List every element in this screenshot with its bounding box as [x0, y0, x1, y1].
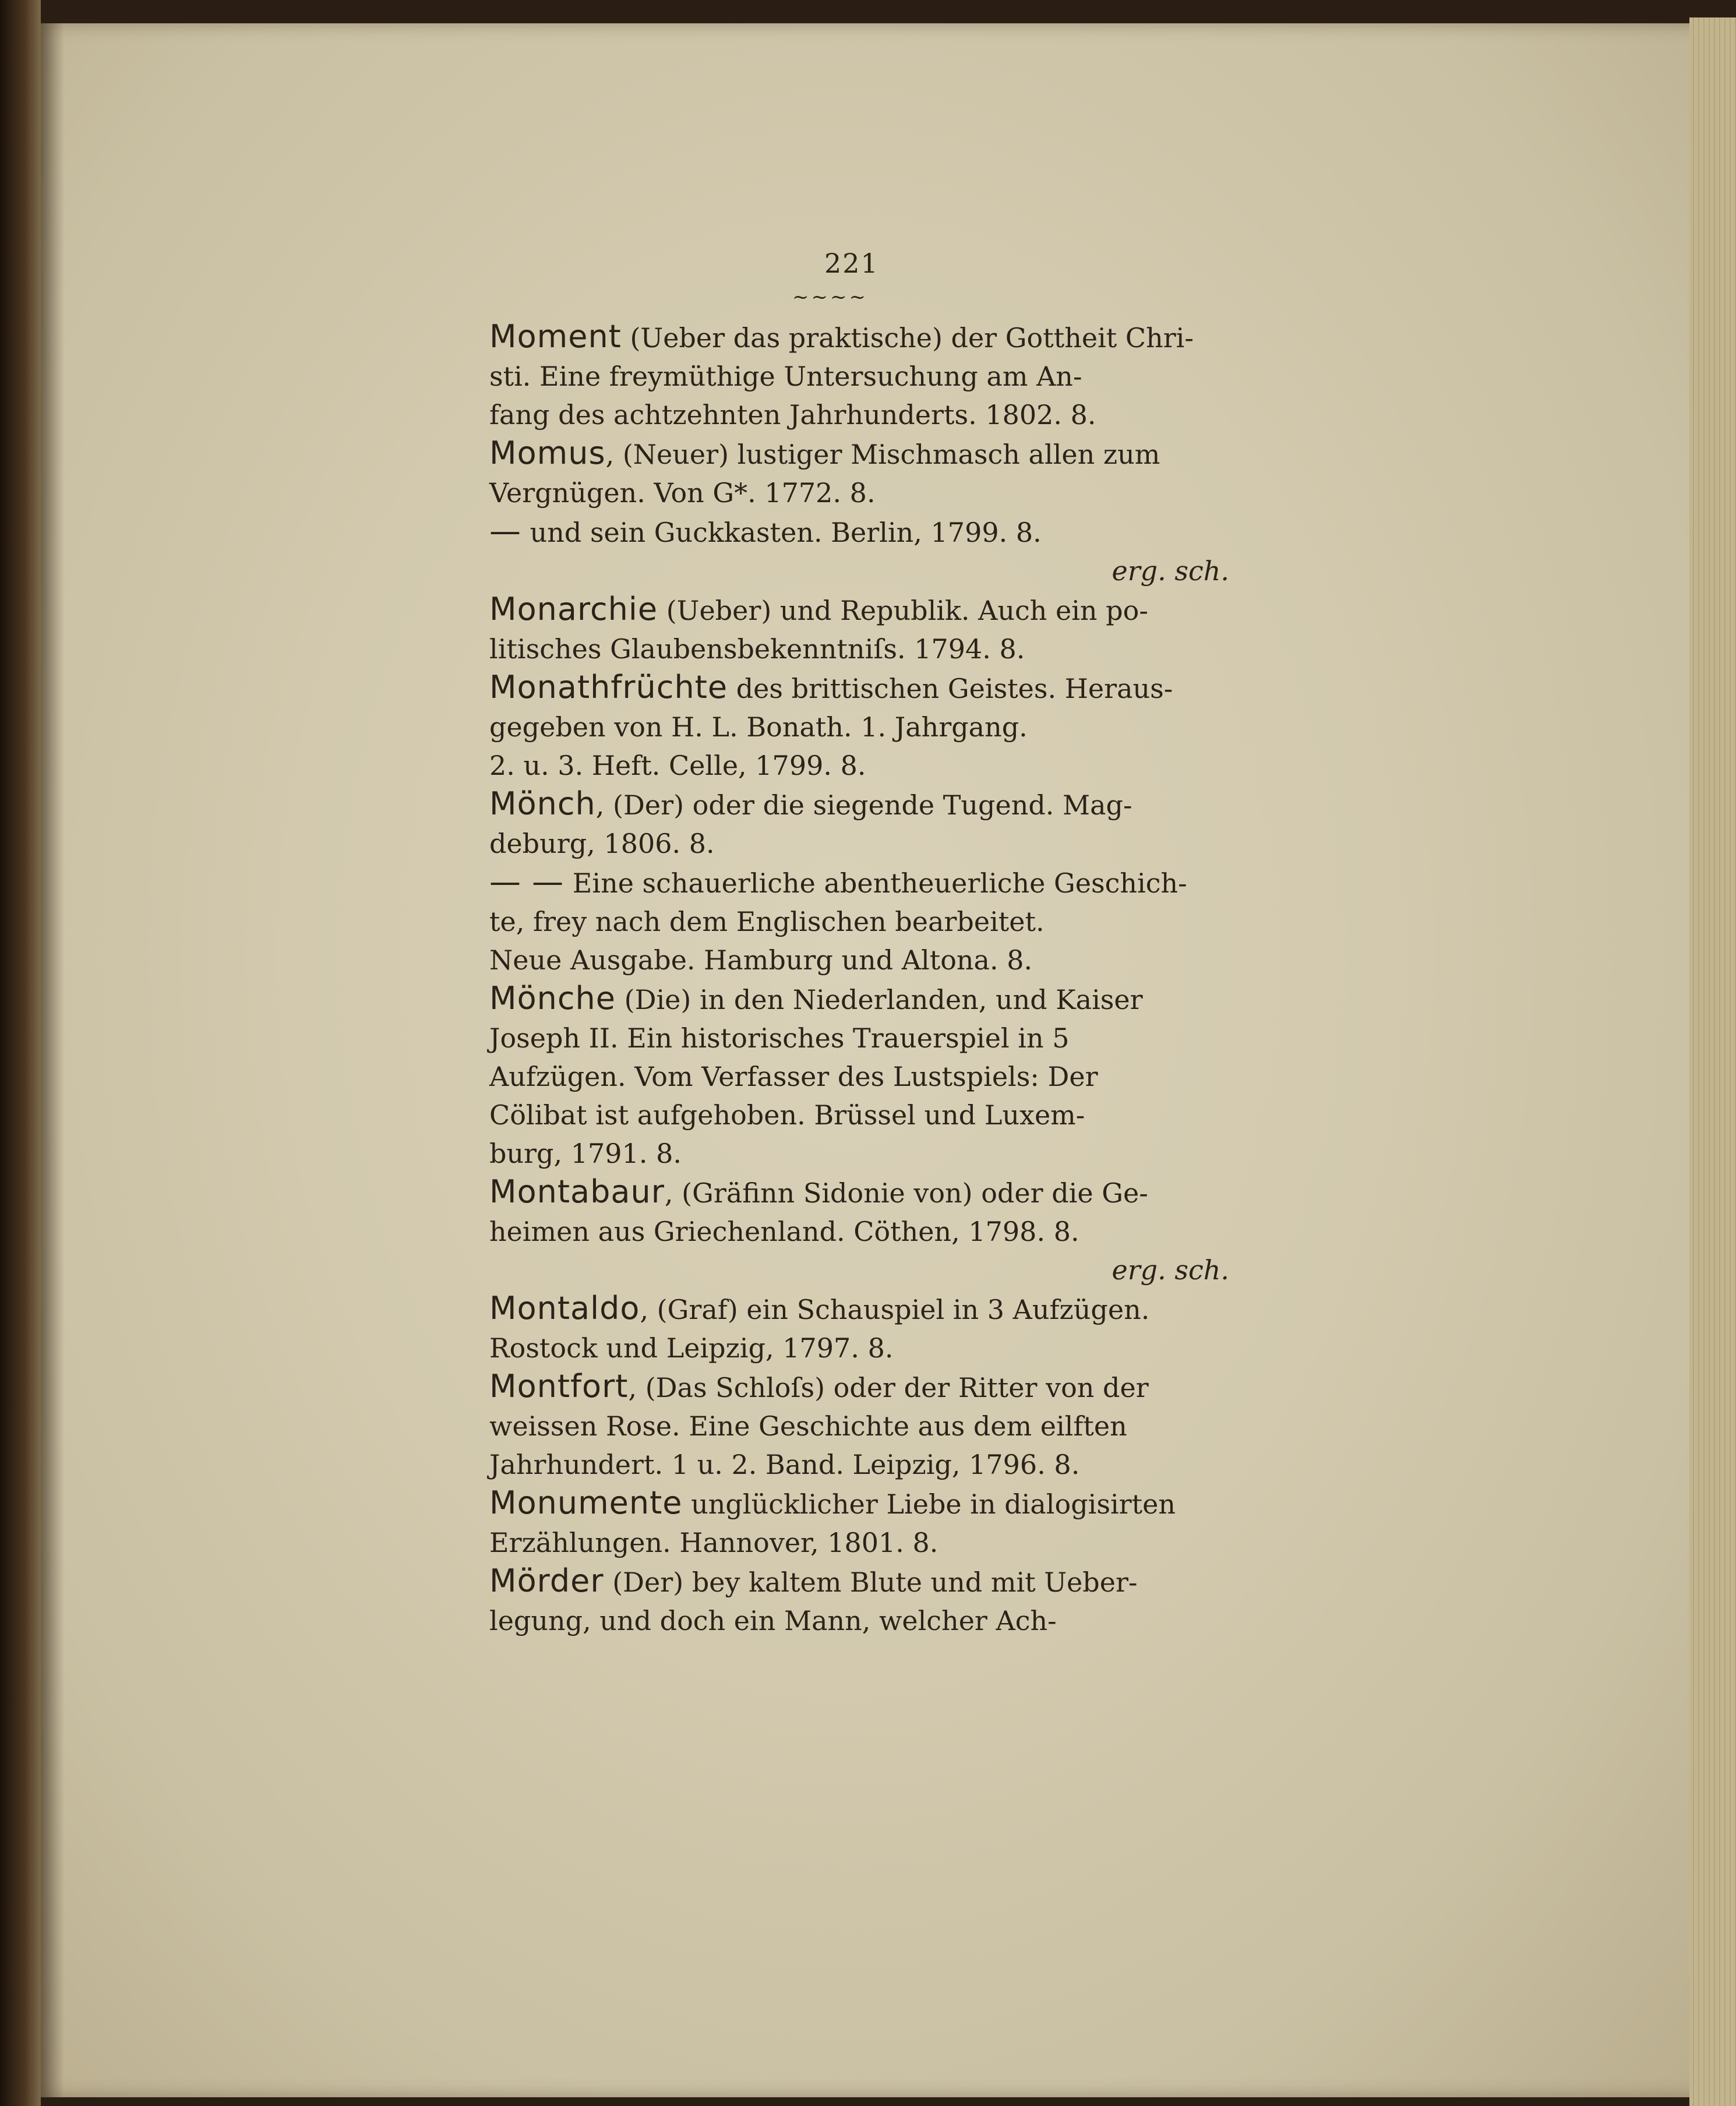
page-number: 221 — [824, 248, 879, 279]
entry-text: , (Gräfinn Sidonie von) oder die Ge- — [664, 1177, 1148, 1209]
entry-line — [489, 708, 1241, 746]
entry-line — [489, 512, 1241, 552]
entry-text: gegeben von H. L. Bonath. 1. Jahrgang. — [489, 711, 1028, 743]
entry-text: weissen Rose. Eine Geschichte aus dem eilften — [489, 1410, 1127, 1442]
entry-line — [489, 1445, 1241, 1484]
entry-line — [489, 1484, 1241, 1523]
entry-text: Vergnügen. Von G*. 1772. 8. — [489, 477, 876, 509]
entry-line — [489, 1057, 1241, 1096]
entry-text: legung, und doch ein Mann, welcher Ach- — [489, 1605, 1057, 1636]
catalog-entry — [489, 1562, 1241, 1640]
catalog-entry — [489, 318, 1241, 434]
entry-line — [489, 824, 1241, 863]
entry-text: heimen aus Griechenland. Cöthen, 1798. 8. — [489, 1216, 1079, 1247]
entry-text: litisches Glaubensbekenntniſs. 1794. 8. — [489, 633, 1025, 665]
entry-text: des brittischen Geistes. Heraus- — [728, 673, 1173, 704]
entry-line — [489, 1367, 1241, 1407]
entry-line — [489, 1329, 1241, 1367]
entry-line — [489, 1601, 1241, 1640]
entry-text: sti. Eine freymüthige Untersuchung am An- — [489, 361, 1082, 392]
entry-line — [489, 396, 1241, 434]
entry-line — [489, 1562, 1241, 1601]
entry-text: Jahrhundert. 1 u. 2. Band. Leipzig, 1796. 8. — [489, 1449, 1080, 1480]
entry-line — [489, 590, 1241, 630]
entry-line — [489, 746, 1241, 785]
entry-line — [489, 357, 1241, 396]
catalog-entry — [489, 590, 1241, 668]
entry-line — [489, 979, 1241, 1019]
entry-keyword: Monumente — [489, 1484, 683, 1521]
entry-text: te, frey nach dem Englischen bearbeitet. — [489, 906, 1045, 937]
entry-line — [489, 630, 1241, 668]
catalog-entry — [489, 1173, 1241, 1289]
entry-keyword: Mönche — [489, 980, 616, 1017]
entry-text: Erzählungen. Hannover, 1801. 8. — [489, 1527, 938, 1558]
entry-text: 2. u. 3. Heft. Celle, 1799. 8. — [489, 750, 866, 781]
entry-text: unglücklicher Liebe in dialogisirten — [682, 1488, 1176, 1520]
catalog-entry — [489, 979, 1241, 1173]
entry-line — [489, 785, 1241, 824]
entry-text: Aufzügen. Vom Verfasser des Lustspiels: Der — [489, 1061, 1098, 1092]
page-gutter-shadow — [41, 23, 64, 2097]
entry-text: (Die) in den Niederlanden, und Kaiser — [616, 984, 1143, 1015]
entry-text: (Ueber das praktische) der Gottheit Chri- — [621, 322, 1194, 354]
page-edges — [1689, 17, 1736, 2106]
entry-text: Neue Ausgabe. Hamburg und Altona. 8. — [489, 944, 1033, 976]
entry-keyword: Monarchie — [489, 591, 658, 627]
entry-keyword: Mörder — [489, 1562, 604, 1599]
entry-text: , (Neuer) lustiger Mischmasch allen zum — [605, 439, 1160, 470]
entry-line — [489, 941, 1241, 979]
entry-keyword: Monathfrüchte — [489, 669, 728, 705]
entry-text: Eine schauerliche abentheuerliche Geschich- — [564, 867, 1187, 899]
entry-keyword: Montabaur — [489, 1173, 665, 1210]
catalog-entry — [489, 1367, 1241, 1484]
catalog-entry — [489, 785, 1241, 863]
entry-text: , (Graf) ein Schauspiel in 3 Aufzügen. — [640, 1294, 1150, 1325]
entry-attribution: erg. sch. — [1112, 1254, 1229, 1286]
entry-line — [489, 474, 1241, 512]
entry-keyword: Montaldo — [489, 1290, 640, 1327]
catalog-entry — [489, 512, 1241, 590]
entry-text: Joseph II. Ein historisches Trauerspiel in 5 — [489, 1022, 1070, 1054]
entry-line — [489, 1212, 1241, 1251]
entry-text: (Ueber) und Republik. Auch ein po- — [658, 595, 1148, 626]
catalog-entry — [489, 1484, 1241, 1562]
entry-text: Rostock und Leipzig, 1797. 8. — [489, 1332, 894, 1364]
header-ornament: ~~~~ — [792, 285, 868, 309]
entry-text: , (Der) oder die siegende Tugend. Mag- — [595, 789, 1132, 821]
entry-text: und sein Guckkasten. Berlin, 1799. 8. — [521, 517, 1042, 548]
entry-line — [489, 1407, 1241, 1445]
catalog-entry — [489, 668, 1241, 785]
entry-text: (Der) bey kaltem Blute und mit Ueber- — [604, 1567, 1138, 1598]
entry-line — [489, 318, 1241, 357]
catalog-entry — [489, 863, 1241, 979]
entry-line — [489, 1289, 1241, 1329]
catalog-entry — [489, 1289, 1241, 1367]
entry-line — [489, 902, 1241, 941]
entry-text: fang des achtzehnten Jahrhunderts. 1802. 8. — [489, 399, 1096, 431]
entry-line — [489, 668, 1241, 708]
catalog-entries — [489, 318, 1241, 1640]
entry-line — [489, 1523, 1241, 1562]
entry-keyword: Montfort — [489, 1368, 629, 1405]
catalog-entry — [489, 434, 1241, 512]
entry-attribution: erg. sch. — [1112, 555, 1229, 587]
entry-line — [489, 1096, 1241, 1134]
entry-line — [489, 434, 1241, 474]
entry-keyword: Moment — [489, 318, 622, 355]
entry-keyword: — — — [489, 863, 564, 900]
book-binding — [0, 0, 41, 2106]
entry-keyword: — — [489, 513, 521, 549]
entry-keyword: Momus — [489, 435, 606, 471]
entry-text: deburg, 1806. 8. — [489, 828, 715, 859]
entry-text: , (Das Schloſs) oder der Ritter von der — [628, 1372, 1149, 1403]
entry-line — [489, 1019, 1241, 1057]
entry-text: burg, 1791. 8. — [489, 1138, 682, 1169]
entry-text: Cölibat ist aufgehoben. Brüssel und Luxem- — [489, 1099, 1085, 1131]
entry-keyword: Mönch — [489, 785, 596, 822]
entry-line — [489, 863, 1241, 902]
entry-line — [489, 1134, 1241, 1173]
entry-line — [489, 1173, 1241, 1212]
